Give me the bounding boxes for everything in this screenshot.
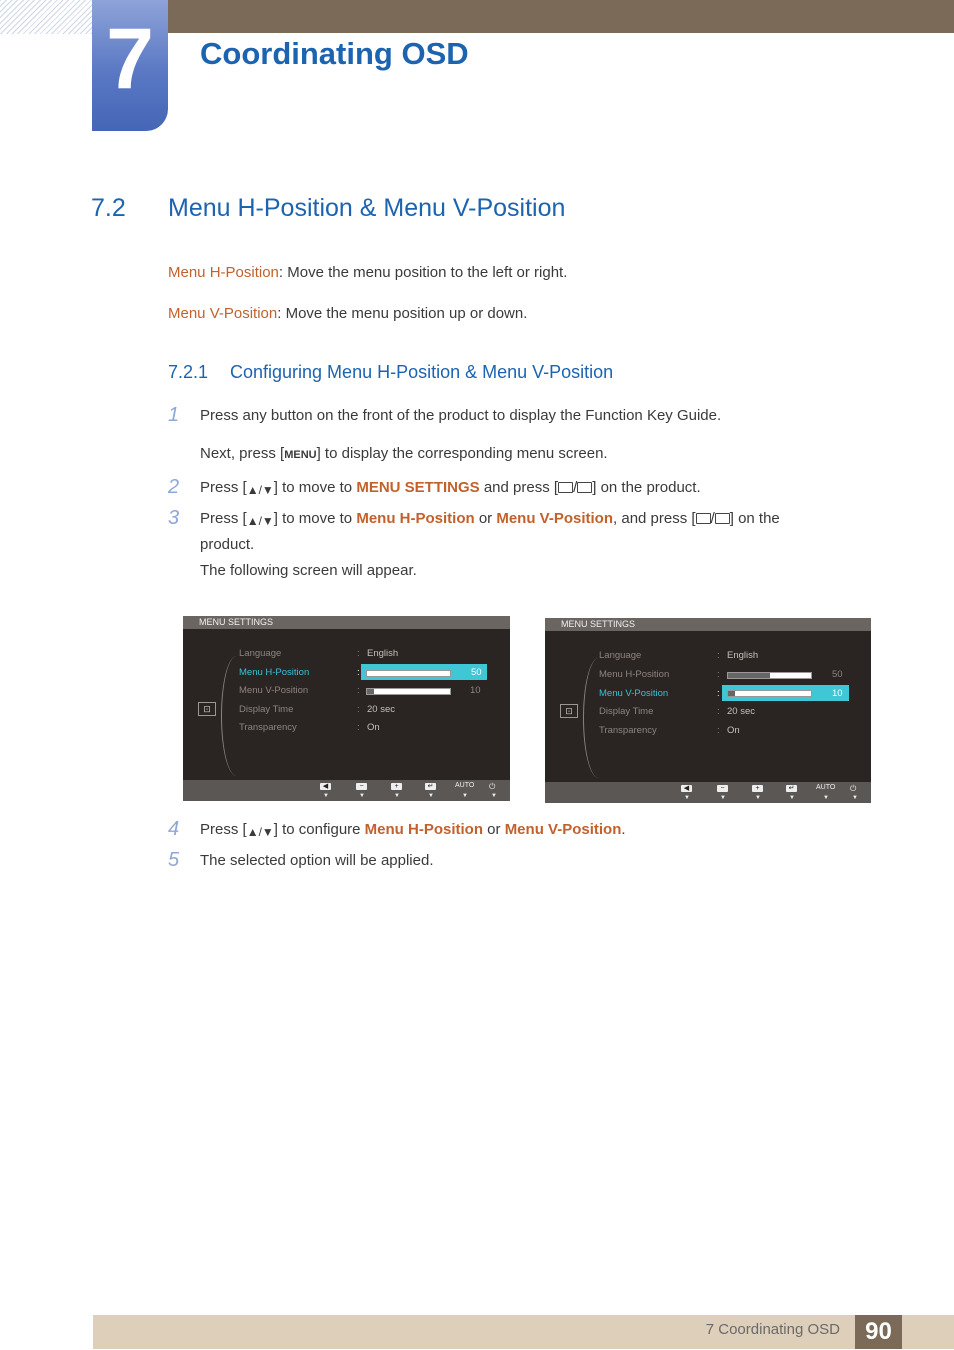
chapter-number: 7 <box>106 11 154 107</box>
auto-label: AUTO <box>816 784 836 791</box>
osd-bar-h <box>727 672 812 679</box>
monitor-position-icon: ⊡ <box>560 704 578 718</box>
osd-h-value: 50 <box>471 667 482 678</box>
osd-v-value: 10 <box>832 688 843 699</box>
osd-screen-h-position: MENU SETTINGS ⊡ Language : English Menu H-Position : 50 Menu V-Position : 10 Display Time : 20 sec Transparency : On ◀ ▼ − ▼ + ▼ ↵ ▼ AUTO ▼ ⏻ ▼ <box>183 616 510 801</box>
section-number: 7.2 <box>91 194 126 222</box>
minus-icon: − <box>356 783 367 790</box>
header-bar <box>168 0 954 33</box>
osd-bar-h <box>366 670 451 677</box>
step-4-text: Press [▲/▼] to configure Menu H-Position or Menu V-Position. <box>200 818 626 844</box>
osd-v-value: 10 <box>470 685 481 696</box>
enter-icon <box>577 482 592 493</box>
minus-icon: − <box>717 785 728 792</box>
auto-label: AUTO <box>455 782 475 789</box>
intro-h-text: : Move the menu position to the left or right. <box>278 264 568 281</box>
source-icon <box>558 482 573 493</box>
term-menu-settings: MENU SETTINGS <box>356 479 480 496</box>
power-icon: ⏻ <box>850 784 857 793</box>
menu-key: MENU <box>284 449 317 461</box>
up-down-arrow-icon: ▲/▼ <box>246 483 274 497</box>
step-1-next: Next, press [MENU] to display the corresponding menu screen. <box>200 442 608 467</box>
chapter-title: Coordinating OSD <box>200 36 469 71</box>
step-number-2: 2 <box>168 476 180 498</box>
osd-bar-v <box>366 688 451 695</box>
osd-header: MENU SETTINGS <box>183 616 510 629</box>
left-arrow-icon: ◀ <box>681 785 692 792</box>
step-2-text: Press [▲/▼] to move to MENU SETTINGS and press [ / ] on the product. <box>200 476 701 502</box>
power-icon: ⏻ <box>489 782 496 791</box>
enter-icon: ↵ <box>425 783 436 790</box>
step-number-3: 3 <box>168 507 180 529</box>
enter-icon <box>715 513 730 524</box>
osd-function-bar: ◀ ▼ − ▼ + ▼ ↵ ▼ AUTO ▼ ⏻ ▼ <box>183 780 510 801</box>
up-down-arrow-icon: ▲/▼ <box>246 514 274 528</box>
step-3-note: The following screen will appear. <box>200 562 417 579</box>
osd-screen-v-position: MENU SETTINGS ⊡ Language : English Menu H-Position : 50 Menu V-Position : 10 Display Time : 20 sec Transparency : On ◀ ▼ − ▼ + ▼ ↵ ▼ AUTO ▼ ⏻ ▼ <box>545 618 871 803</box>
subsection-number: 7.2.1 <box>168 362 209 382</box>
up-down-arrow-icon: ▲/▼ <box>246 825 274 839</box>
step-3-text: Press [▲/▼] to move to Menu H-Position or Menu V-Position, and press [ / ] on the product. <box>200 510 780 553</box>
intro-h-position <box>168 264 567 281</box>
monitor-position-icon: ⊡ <box>198 702 216 716</box>
section-title: Menu H-Position & Menu V-Position <box>168 194 566 222</box>
osd-bar-v <box>727 690 812 697</box>
footer-chapter-label: 7 Coordinating OSD <box>705 1321 840 1338</box>
intro-v-text: : Move the menu position up or down. <box>277 305 528 322</box>
term-menu-h-position: Menu H-Position <box>168 264 279 281</box>
step-number-1: 1 <box>168 404 180 426</box>
subsection-title: Configuring Menu H-Position & Menu V-Position <box>230 362 614 382</box>
left-arrow-icon: ◀ <box>320 783 331 790</box>
plus-icon: + <box>391 783 402 790</box>
header-hatch <box>0 0 92 34</box>
plus-icon: + <box>752 785 763 792</box>
source-icon <box>696 513 711 524</box>
intro-v-position <box>168 305 527 322</box>
enter-icon: ↵ <box>786 785 797 792</box>
step-1-text: Press any button on the front of the product to display the Function Key Guide. <box>200 407 722 424</box>
term-menu-v-position: Menu V-Position <box>168 305 278 322</box>
osd-function-bar: ◀ ▼ − ▼ + ▼ ↵ ▼ AUTO ▼ ⏻ ▼ <box>545 782 871 803</box>
step-number-5: 5 <box>168 849 180 871</box>
page-number: 90 <box>855 1315 902 1349</box>
step-5-text: The selected option will be applied. <box>200 852 434 869</box>
step-number-4: 4 <box>168 818 180 840</box>
osd-header: MENU SETTINGS <box>545 618 871 631</box>
osd-h-value: 50 <box>832 669 843 680</box>
